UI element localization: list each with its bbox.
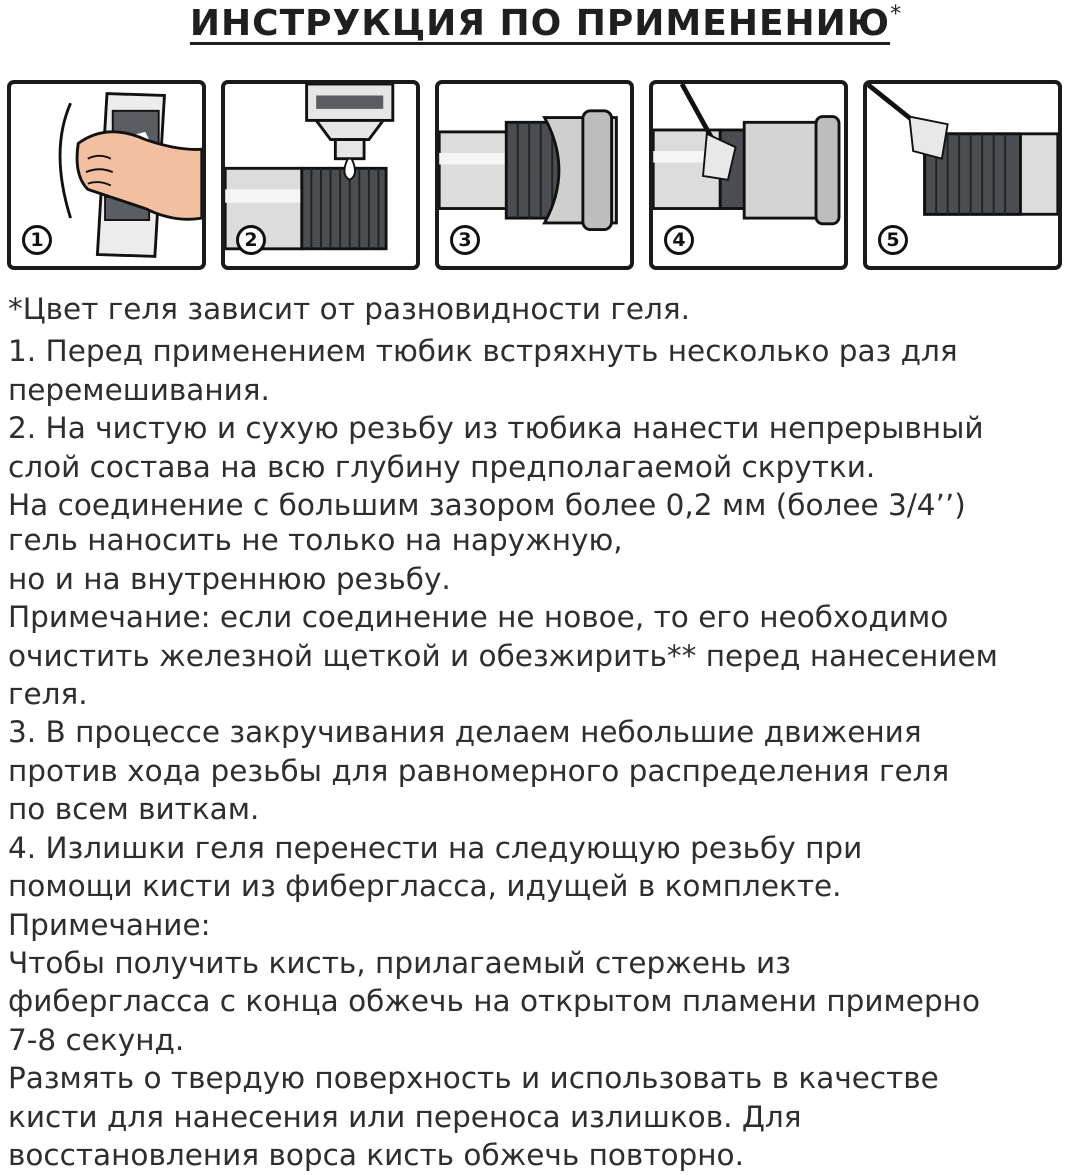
text-line: 4. Излишки геля перенести на следующую резьбу при <box>8 830 863 865</box>
text-line: фибергласса с конца обжечь на открытом пламени примерно <box>8 984 981 1019</box>
gel-color-footnote: *Цвет геля зависит от разновидности геля. <box>8 292 690 326</box>
text-line: 7-8 секунд. <box>8 1022 185 1057</box>
step-number-4: 4 <box>664 225 694 255</box>
step-number-2: 2 <box>236 225 266 255</box>
instructions-body <box>8 290 1088 1174</box>
text-line: очистить железной щеткой и обезжирить** перед нанесением <box>8 638 998 673</box>
text-line: по всем виткам. <box>8 792 260 827</box>
text-line: 3. В процессе закручивания делаем небольшие движения <box>8 715 922 750</box>
step-number-3: 3 <box>450 225 480 255</box>
text-line: кисти для нанесения или переноса излишков. Для <box>8 1099 802 1134</box>
step-panel-5 <box>863 80 1062 270</box>
text-line: 1. Перед применением тюбик встряхнуть несколько раз для <box>8 334 958 369</box>
text-line: но и на внутреннюю резьбу. <box>8 561 451 596</box>
step-number-1: 1 <box>22 225 52 255</box>
text-line: Примечание: <box>8 907 211 942</box>
text-line: гель наносить не только на наружную, <box>8 523 623 558</box>
text-line: Чтобы получить кисть, прилагаемый стержень из <box>8 945 791 980</box>
title-asterisk: * <box>890 2 903 27</box>
step-panel-4 <box>649 80 848 270</box>
text-line: перемешивания. <box>8 372 270 407</box>
text-line: помощи кисти из фибергласса, идущей в комплекте. <box>8 869 842 904</box>
step-panel-1 <box>7 80 206 270</box>
text-line: слой состава на всю глубину предполагаемой скрутки. <box>8 449 876 484</box>
text-line: геля. <box>8 677 88 712</box>
text-line: На соединение с большим зазором более 0,2 мм (более 3/4’’) <box>8 488 966 523</box>
steps-illustration-strip <box>7 80 1087 276</box>
step-number-5: 5 <box>878 225 908 255</box>
step-panel-2 <box>221 80 420 270</box>
text-line: Размять о твердую поверхность и использовать в качестве <box>8 1061 939 1096</box>
text-line: 2. На чистую и сухую резьбу из тюбика нанести непрерывный <box>8 411 984 446</box>
title-text: ИНСТРУКЦИЯ ПО ПРИМЕНЕНИЮ <box>189 3 891 44</box>
text-line: против хода резьбы для равномерного распределения геля <box>8 753 950 788</box>
text-line: Примечание: если соединение не новое, то его необходимо <box>8 600 949 635</box>
step-panel-3 <box>435 80 634 270</box>
text-line: восстановления ворса кисть обжечь повторно. <box>8 1137 744 1172</box>
page-title <box>0 2 1092 44</box>
